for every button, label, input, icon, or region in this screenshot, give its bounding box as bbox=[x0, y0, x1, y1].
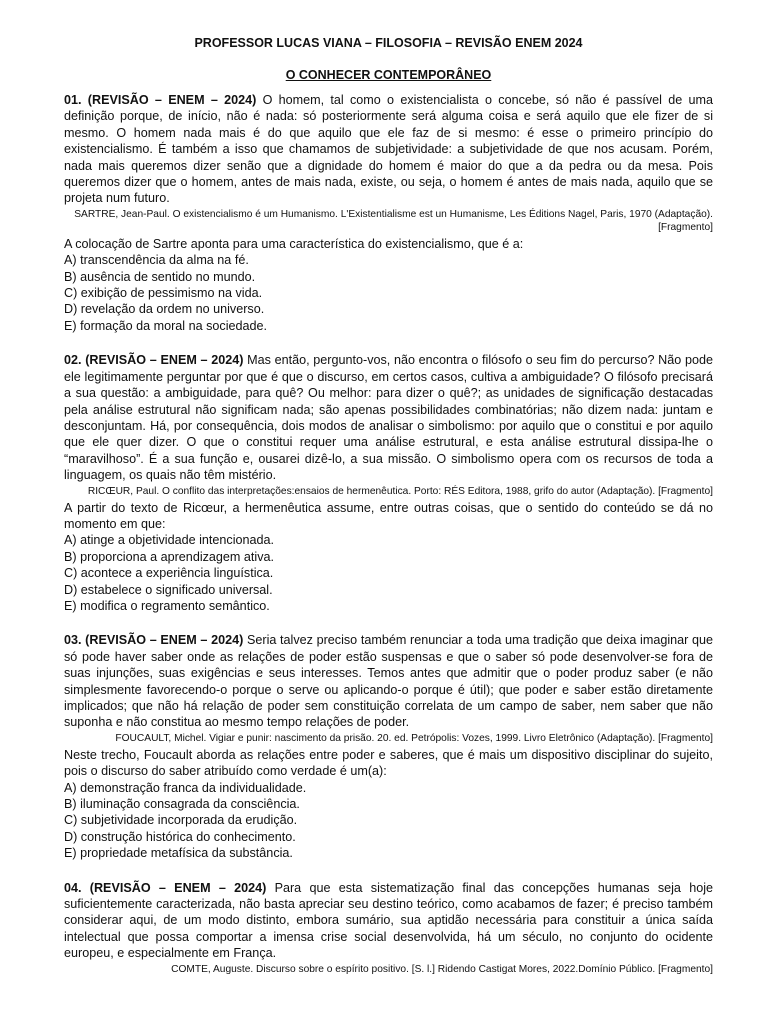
question-prompt: A colocação de Sartre aponta para uma característica do existencialismo, que é a: bbox=[64, 236, 524, 251]
option-a: A) atinge a objetividade intencionada. bbox=[64, 533, 275, 548]
question-1 bbox=[64, 92, 713, 334]
question-label: 03. (REVISÃO – ENEM – 2024) bbox=[64, 633, 244, 648]
answer-options bbox=[64, 780, 713, 862]
question-text bbox=[64, 880, 713, 962]
option-c: C) exibição de pessimismo na vida. bbox=[64, 286, 263, 301]
question-3 bbox=[64, 632, 713, 861]
option-a: A) demonstração franca da individualidade. bbox=[64, 780, 307, 795]
option-e: E) modifica o regramento semântico. bbox=[64, 598, 270, 613]
question-body: Para que esta sistematização final das concepções humanas seja hoje suficientemente caracterizada, não basta apreciar seu destino teórico, como acabamos de fazer; é preciso também considerar aqui, de um modo distinto, embora sumário, sua aptidão necessária para constituir a única saída intelectual que possa comportar a imensa crise social desenvolvida, há um século, no conjunto do ocidente europeu, e especialmente em França. bbox=[64, 880, 714, 961]
question-2 bbox=[64, 352, 713, 614]
option-b: B) proporciona a aprendizagem ativa. bbox=[64, 549, 275, 564]
question-prompt: Neste trecho, Foucault aborda as relações entre poder e saberes, que é mais um dispositivo disciplinar do sujeito, pois o discurso do saber atribuído como verdade é um(a): bbox=[64, 747, 713, 779]
source-citation: SARTRE, Jean-Paul. O existencialismo é um Humanismo. L'Existentialisme est un Humanisme, Les Éditions Nagel, Paris, 1970 (Adaptação). [Fragmento] bbox=[74, 208, 713, 233]
source-citation: FOUCAULT, Michel. Vigiar e punir: nascimento da prisão. 20. ed. Petrópolis: Vozes, 1999. Livro Eletrônico (Adaptação). [Fragmento] bbox=[115, 732, 713, 744]
question-label: 04. (REVISÃO – ENEM – 2024) bbox=[64, 880, 267, 895]
source-citation: RICŒUR, Paul. O conflito das interpretações:ensaios de hermenêutica. Porto: RÉS Editora, 1988, grifo do autor (Adaptação). [Fragmento] bbox=[87, 485, 713, 497]
question-label: 02. (REVISÃO – ENEM – 2024) bbox=[64, 353, 244, 368]
option-d: D) construção histórica do conhecimento. bbox=[64, 829, 296, 844]
option-a: A) transcendência da alma na fé. bbox=[64, 253, 249, 268]
source-citation: COMTE, Auguste. Discurso sobre o espírito positivo. [S. l.] Ridendo Castigat Mores, 2022.Domínio Público. [Fragmento] bbox=[171, 963, 713, 975]
option-b: B) iluminação consagrada da consciência. bbox=[64, 797, 300, 812]
answer-options bbox=[64, 252, 713, 334]
question-text bbox=[64, 352, 713, 483]
page-header: PROFESSOR LUCAS VIANA – FILOSOFIA – REVISÃO ENEM 2024 bbox=[194, 36, 583, 50]
option-d: D) estabelece o significado universal. bbox=[64, 582, 273, 597]
option-b: B) ausência de sentido no mundo. bbox=[64, 269, 256, 284]
question-4 bbox=[64, 880, 713, 976]
answer-options bbox=[64, 532, 713, 614]
option-c: C) acontece a experiência linguística. bbox=[64, 566, 274, 581]
question-body: O homem, tal como o existencialista o concebe, só não é passível de uma definição porque, de início, não é nada: só posteriormente será alguma coisa e será aquilo que ele fizer de si mesmo. O homem nada mais é do que aquilo que ele faz de si mesmo: é esse o primeiro princípio do existencialismo. É também a isso que chamamos de subjetividade: a subjetividade de que nos acusam. Porém, nada mais queremos dizer senão que a dignidade do homem é maior do que a da pedra ou da mesa. Pois queremos dizer que o homem, antes de mais nada, existe, ou seja, o homem é antes de mais nada, aquilo que se projeta num futuro. bbox=[64, 93, 714, 206]
question-label: 01. (REVISÃO – ENEM – 2024) bbox=[64, 93, 257, 107]
option-c: C) subjetividade incorporada da erudição. bbox=[64, 813, 298, 828]
option-e: E) formação da moral na sociedade. bbox=[64, 318, 268, 333]
question-text bbox=[64, 632, 713, 730]
question-body: Seria talvez preciso também renunciar a toda uma tradição que deixa imaginar que só pode haver saber onde as relações de poder estão suspensas e que o saber só pode desenvolver-se fora de suas injunções, suas exigências e seus interesses. Temos antes que admitir que o poder produz saber (e não simplesmente favorecendo-o porque o serve ou aplicando-o porque é útil); que poder e saber estão diretamente implicados; que não há relação de poder sem constituição correlata de um campo de saber, nem saber que não suponha e não constitua ao mesmo tempo relações de poder. bbox=[64, 633, 714, 730]
page-subtitle: O CONHECER CONTEMPORÂNEO bbox=[285, 68, 492, 82]
question-body: Mas então, pergunto-vos, não encontra o filósofo o seu fim do percurso? Não pode ele legitimamente perguntar por que é que o discurso, em certos casos, cultiva a ambiguidade? O filósofo precisará a sua questão: a ambiguidade, para quê? Ou melhor: para dizer o quê?; as unidades de significação destacadas pela análise estrutural não significam nada; são apenas possibilidades combinatórias; não dizem nada: juntam e desconjuntam. Há, por consequência, dois modos de analisar o simbolismo: por aquilo que o constitui e por aquilo que ele quer dizer. O que o constitui requer uma análise estrutural, e esta análise estrutural dissipa-lhe o “maravilhoso”. É a sua função e, ousarei dizê-lo, a sua missão. O simbolismo opera com os recursos de toda a linguagem, os quais não têm mistério. bbox=[64, 353, 713, 483]
option-d: D) revelação da ordem no universo. bbox=[64, 302, 265, 317]
question-text bbox=[64, 92, 713, 207]
option-e: E) propriedade metafísica da substância. bbox=[64, 846, 293, 861]
question-prompt: A partir do texto de Ricœur, a hermenêutica assume, entre outras coisas, que o sentido do conteúdo se dá no momento em que: bbox=[64, 500, 713, 531]
